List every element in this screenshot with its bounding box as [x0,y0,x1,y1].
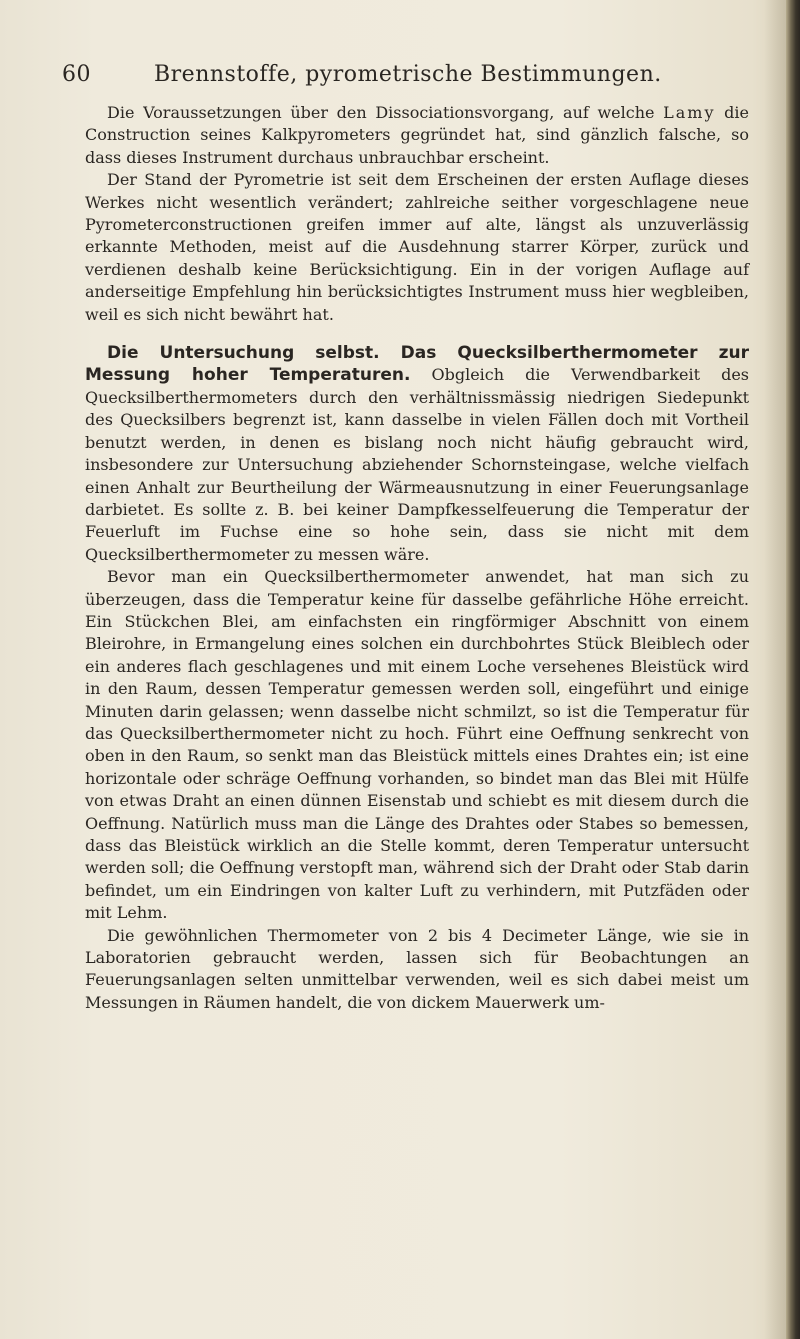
paragraph-text: die Construction seines Kalkpyrometers gegründet hat, sind gänzlich falsche, so dass dieses Instrument durchaus unbrauchbar erscheint. [85,103,750,167]
paragraph-text: Die Voraussetzungen über den Dissociationsvorgang, auf welche [107,103,664,122]
paragraph-text: Obgleich die Verwendbarkeit des Quecksilberthermometers durch den verhältnissmässig niedrigen Siedepunkt des Quecksilbers begrenzt ist, kann dasselbe in vielen Fällen doch mit Vortheil benutzt werden, in denen es bislang noch nicht häufig gebraucht wird, insbesondere zur Untersuchung abziehender Schornsteingase, welche vielfach einen Anhalt zur Beurtheilung der Wärmeausnutzung in einer Feuerungsanlage darbietet. Es sollte z. B. bei keiner Dampfkesselfeuerung die Temperatur der Feuerluft im Fuchse eine so hohe sein, dass sie nicht mit dem Quecksilberthermometer zu messen wäre. [85,365,749,564]
paragraph [85,342,749,566]
paragraph: Bevor man ein Quecksilberthermometer anwendet, hat man sich zu überzeugen, dass die Temperatur keine für dasselbe gefährliche Höhe erreicht. Ein Stückchen Blei, am einfachsten ein ringförmiger Abschnitt von einem Bleirohre, in Ermangelung eines solchen ein durchbohrtes Stück Bleiblech oder ein anderes flach geschlagenes und mit einem Loche versehenes Bleistück wird in den Raum, dessen Temperatur gemessen werden soll, eingeführt und einige Minuten darin gelassen; wenn dasselbe nicht schmilzt, so ist die Temperatur für das Quecksilberthermometer nicht zu hoch. Führt eine Oeffnung senkrecht von oben in den Raum, so senkt man das Bleistück mittels eines Drahtes ein; ist eine horizontale oder schräge Oeffnung vorhanden, so bindet man das Blei mit Hülfe von etwas Draht an einen dünnen Eisenstab und schiebt es mit diesem durch die Oeffnung. Natürlich muss man die Länge des Drahtes oder Stabes so bemessen, dass das Bleistück wirklich an die Stelle kommt, deren Temperatur untersucht werden soll; die Oeffnung verstopft man, während sich der Draht oder Stab darin befindet, um ein Eindringen von kalter Luft zu verhindern, mit Putzfäden oder mit Lehm. [85,567,749,923]
person-name: Lamy [663,103,716,122]
body-text [85,102,749,1014]
section-heading: Die Untersuchung selbst. Das Quecksilberthermometer zur Messung hoher Temperaturen. [85,343,749,386]
running-title: Brennstoffe, pyrometrische Bestimmungen. [154,62,662,87]
paragraph: Der Stand der Pyrometrie ist seit dem Erscheinen der ersten Auflage dieses Werkes nicht wesentlich verändert; zahlreiche seither vorgeschlagene neue Pyrometerconstructionen greifen immer auf alte, längst als unzuverlässig erkannte Methoden, meist auf die Ausdehnung starrer Körper, zurück und verdienen deshalb keine Berücksichtigung. Ein in der vorigen Auflage auf anderseitige Empfehlung hin berücksichtigtes Instrument muss hier wegbleiben, weil es sich nicht bewährt hat. [85,170,749,324]
paragraph [85,102,749,169]
paragraph: Die gewöhnlichen Thermometer von 2 bis 4 Decimeter Länge, wie sie in Laboratorien gebraucht werden, lassen sich für Beobachtungen an Feuerungsanlagen selten unmittelbar verwenden, weil es sich dabei meist um Messungen in Räumen handelt, die von dickem Mauerwerk um- [85,925,749,1012]
page-number: 60 [62,62,91,87]
binding-shadow [764,0,786,1339]
page-header [62,62,762,87]
book-binding-edge [786,0,800,1339]
